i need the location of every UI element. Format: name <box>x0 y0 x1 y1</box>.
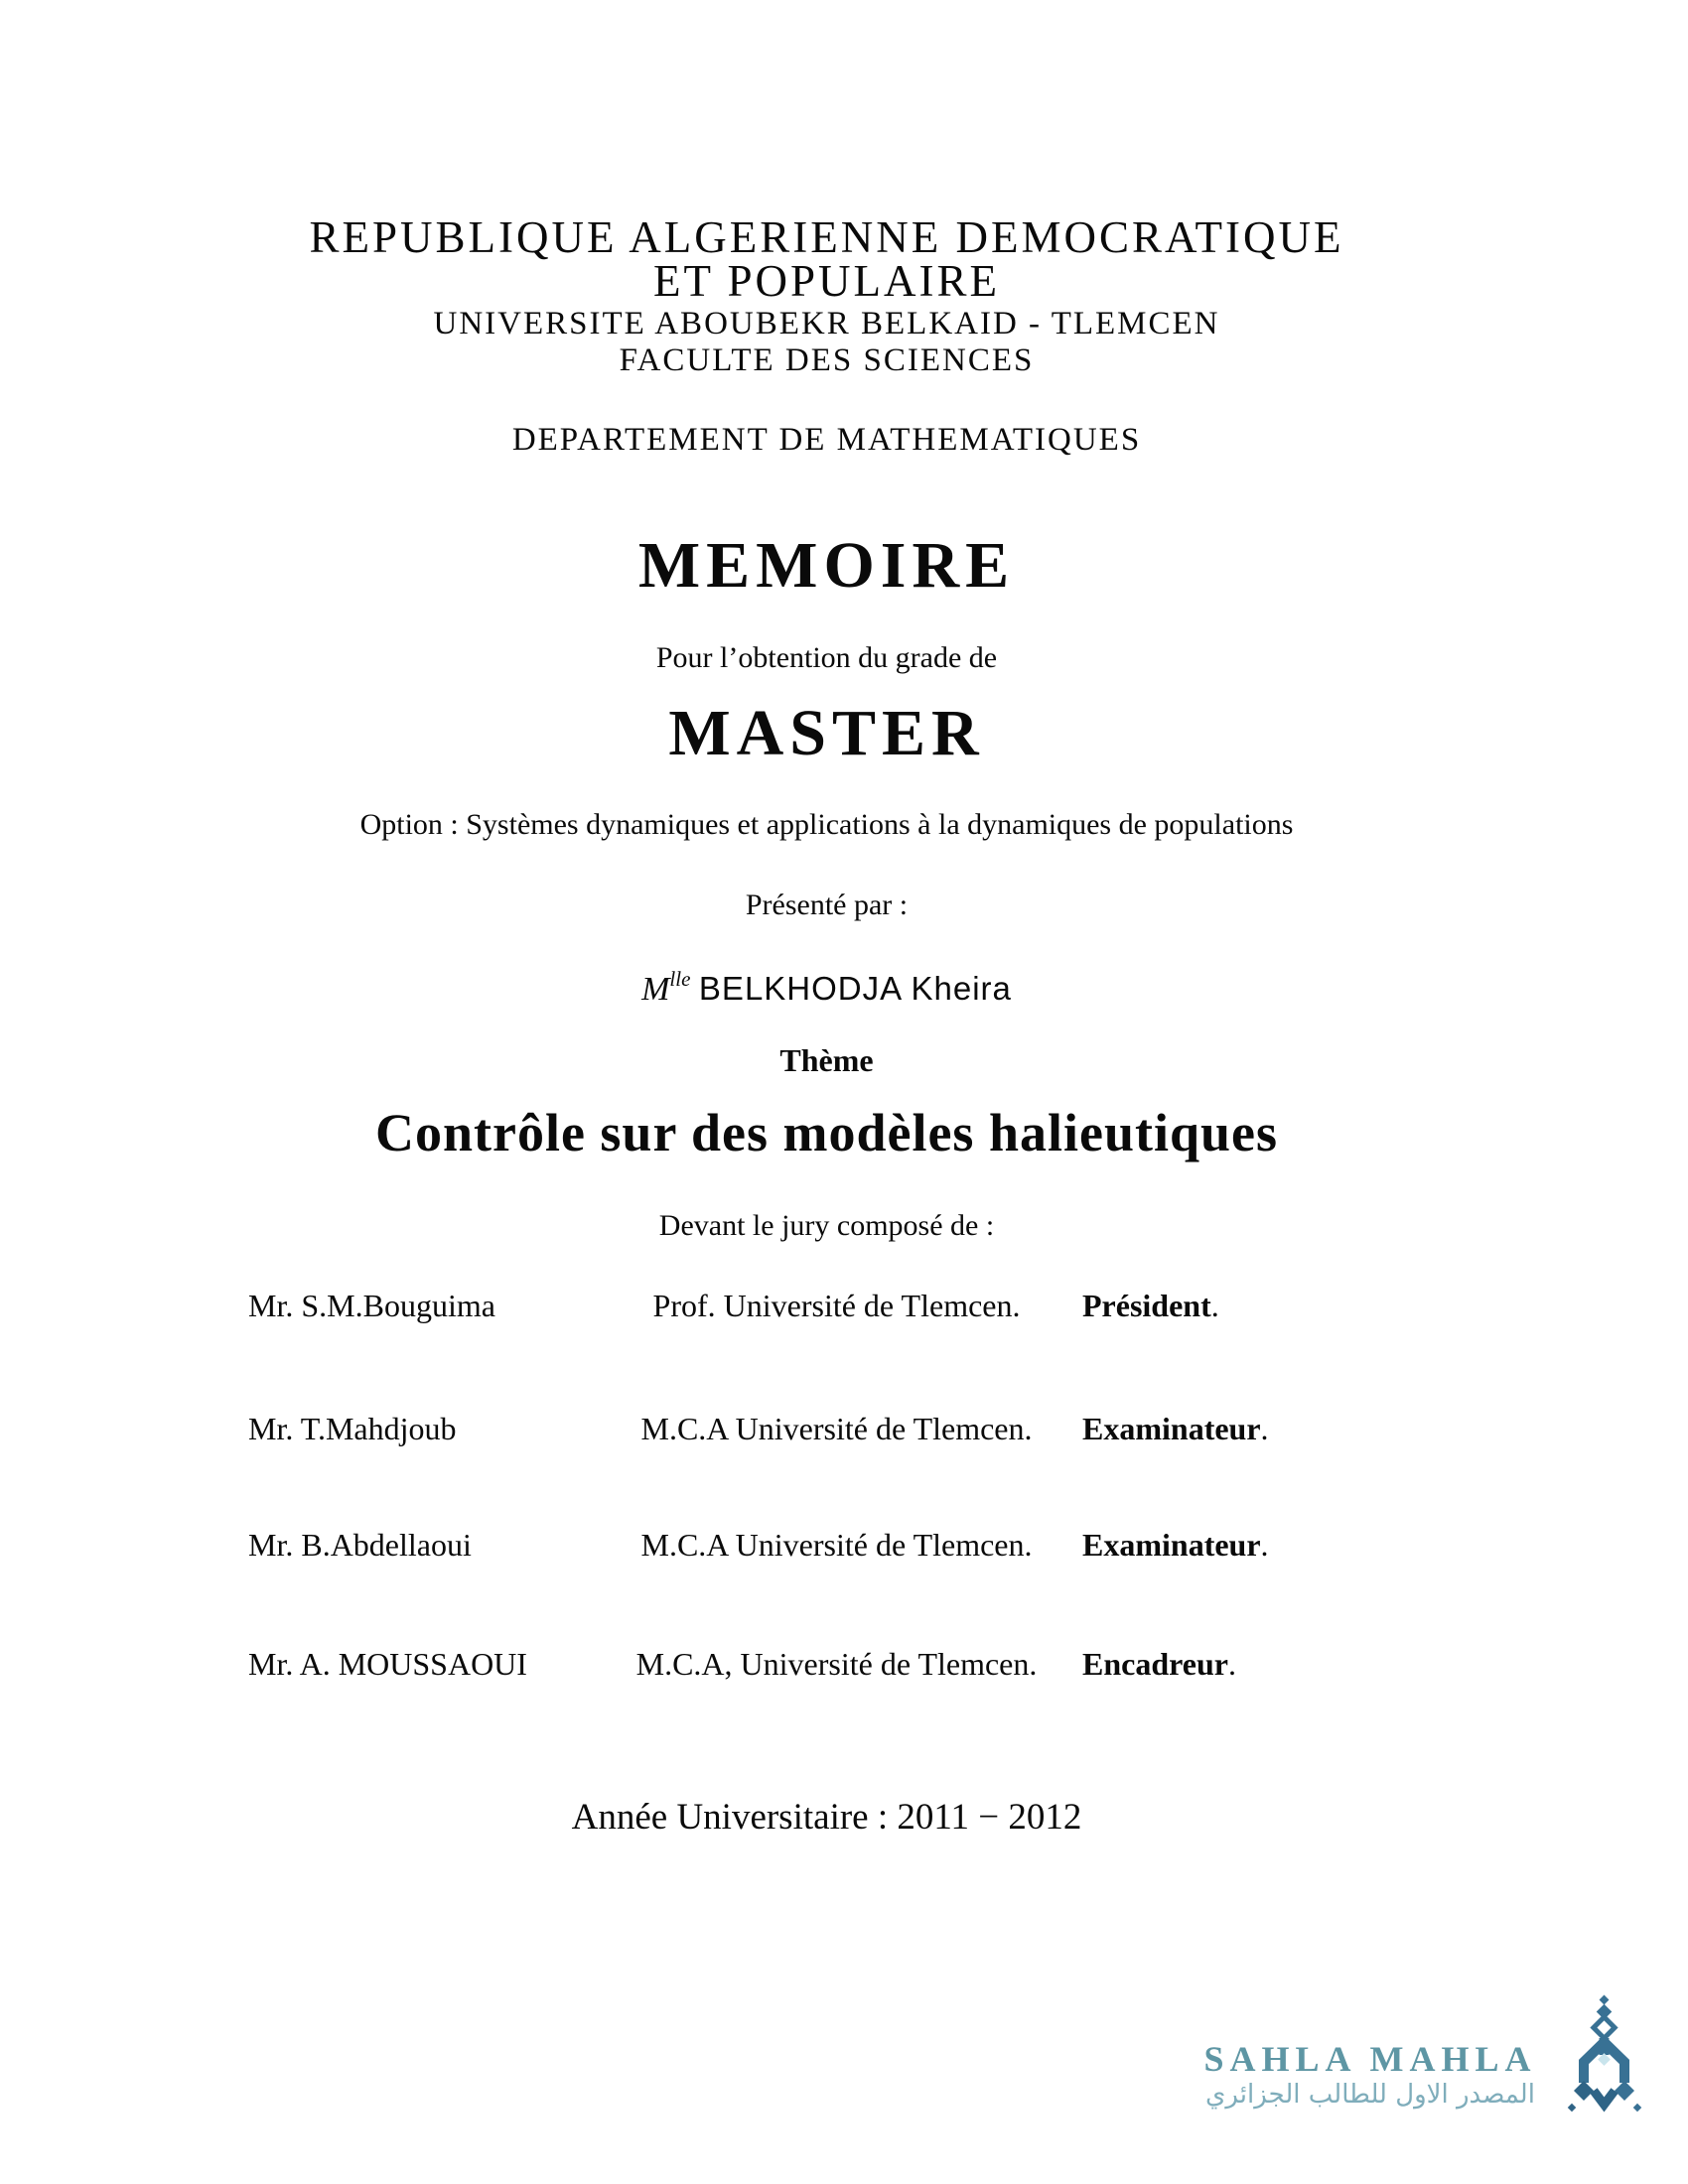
faculty-name: FACULTE DES SCIENCES <box>619 342 1035 378</box>
jury-member-role: Encadreur. <box>1082 1646 1236 1682</box>
sahla-mahla-brand-text: SAHLA MAHLA <box>1203 2039 1537 2079</box>
memoire-heading: MEMOIRE <box>637 529 1016 602</box>
author-name: BELKHODJA Kheira <box>698 970 1012 1007</box>
jury-row <box>248 1644 1390 1684</box>
jury-member-role: Examinateur. <box>1082 1411 1269 1446</box>
author-honorific: $M^{lle}$ <box>641 967 691 1008</box>
republic-title-line2: ET POPULAIRE <box>653 256 1000 306</box>
sahla-mahla-arabic-tagline: المصدر الاول للطالب الجزائري <box>1205 2080 1535 2110</box>
republic-title-line1: REPUBLIQUE ALGERIENNE DEMOCRATIQUE <box>309 212 1344 262</box>
jury-member-name: Mr. A. MOUSSAOUI <box>248 1646 527 1682</box>
academic-year-line: Année Universitaire : 2011 − 2012 <box>571 1797 1082 1838</box>
degree-purpose-line: Pour l’obtention du grade de <box>655 641 998 674</box>
jury-member-affiliation: M.C.A Université de Tlemcen. <box>640 1411 1033 1446</box>
author-line <box>238 961 1415 1008</box>
jury-member-name: Mr. S.M.Bouguima <box>248 1288 495 1323</box>
jury-member-affiliation: M.C.A, Université de Tlemcen. <box>635 1646 1038 1682</box>
jury-member-affiliation: Prof. Université de Tlemcen. <box>652 1288 1021 1323</box>
master-heading: MASTER <box>668 697 985 769</box>
jury-row <box>248 1525 1390 1565</box>
jury-row <box>248 1286 1390 1325</box>
presented-by-label: Présenté par : <box>745 888 909 921</box>
jury-member-name: Mr. T.Mahdjoub <box>248 1411 457 1446</box>
university-name: UNIVERSITE ABOUBEKR BELKAID - TLEMCEN <box>433 306 1220 341</box>
jury-member-role: Président. <box>1082 1288 1219 1323</box>
thesis-title: Contrôle sur des modèles halieutiques <box>374 1103 1279 1162</box>
author-honorific-superscript: lle <box>669 967 691 991</box>
jury-member-name: Mr. B.Abdellaoui <box>248 1527 472 1563</box>
sahla-mahla-kufic-mark-icon <box>1561 1993 1648 2124</box>
jury-row <box>248 1409 1390 1448</box>
jury-member-affiliation: M.C.A Université de Tlemcen. <box>640 1527 1033 1563</box>
jury-intro: Devant le jury composé de : <box>658 1209 995 1242</box>
department-name: DEPARTEMENT DE MATHEMATIQUES <box>511 422 1142 458</box>
jury-member-role: Examinateur. <box>1082 1527 1269 1563</box>
theme-label: Thème <box>779 1042 874 1078</box>
option-line: Option : Systèmes dynamiques et applications à la dynamiques de populations <box>359 808 1294 841</box>
